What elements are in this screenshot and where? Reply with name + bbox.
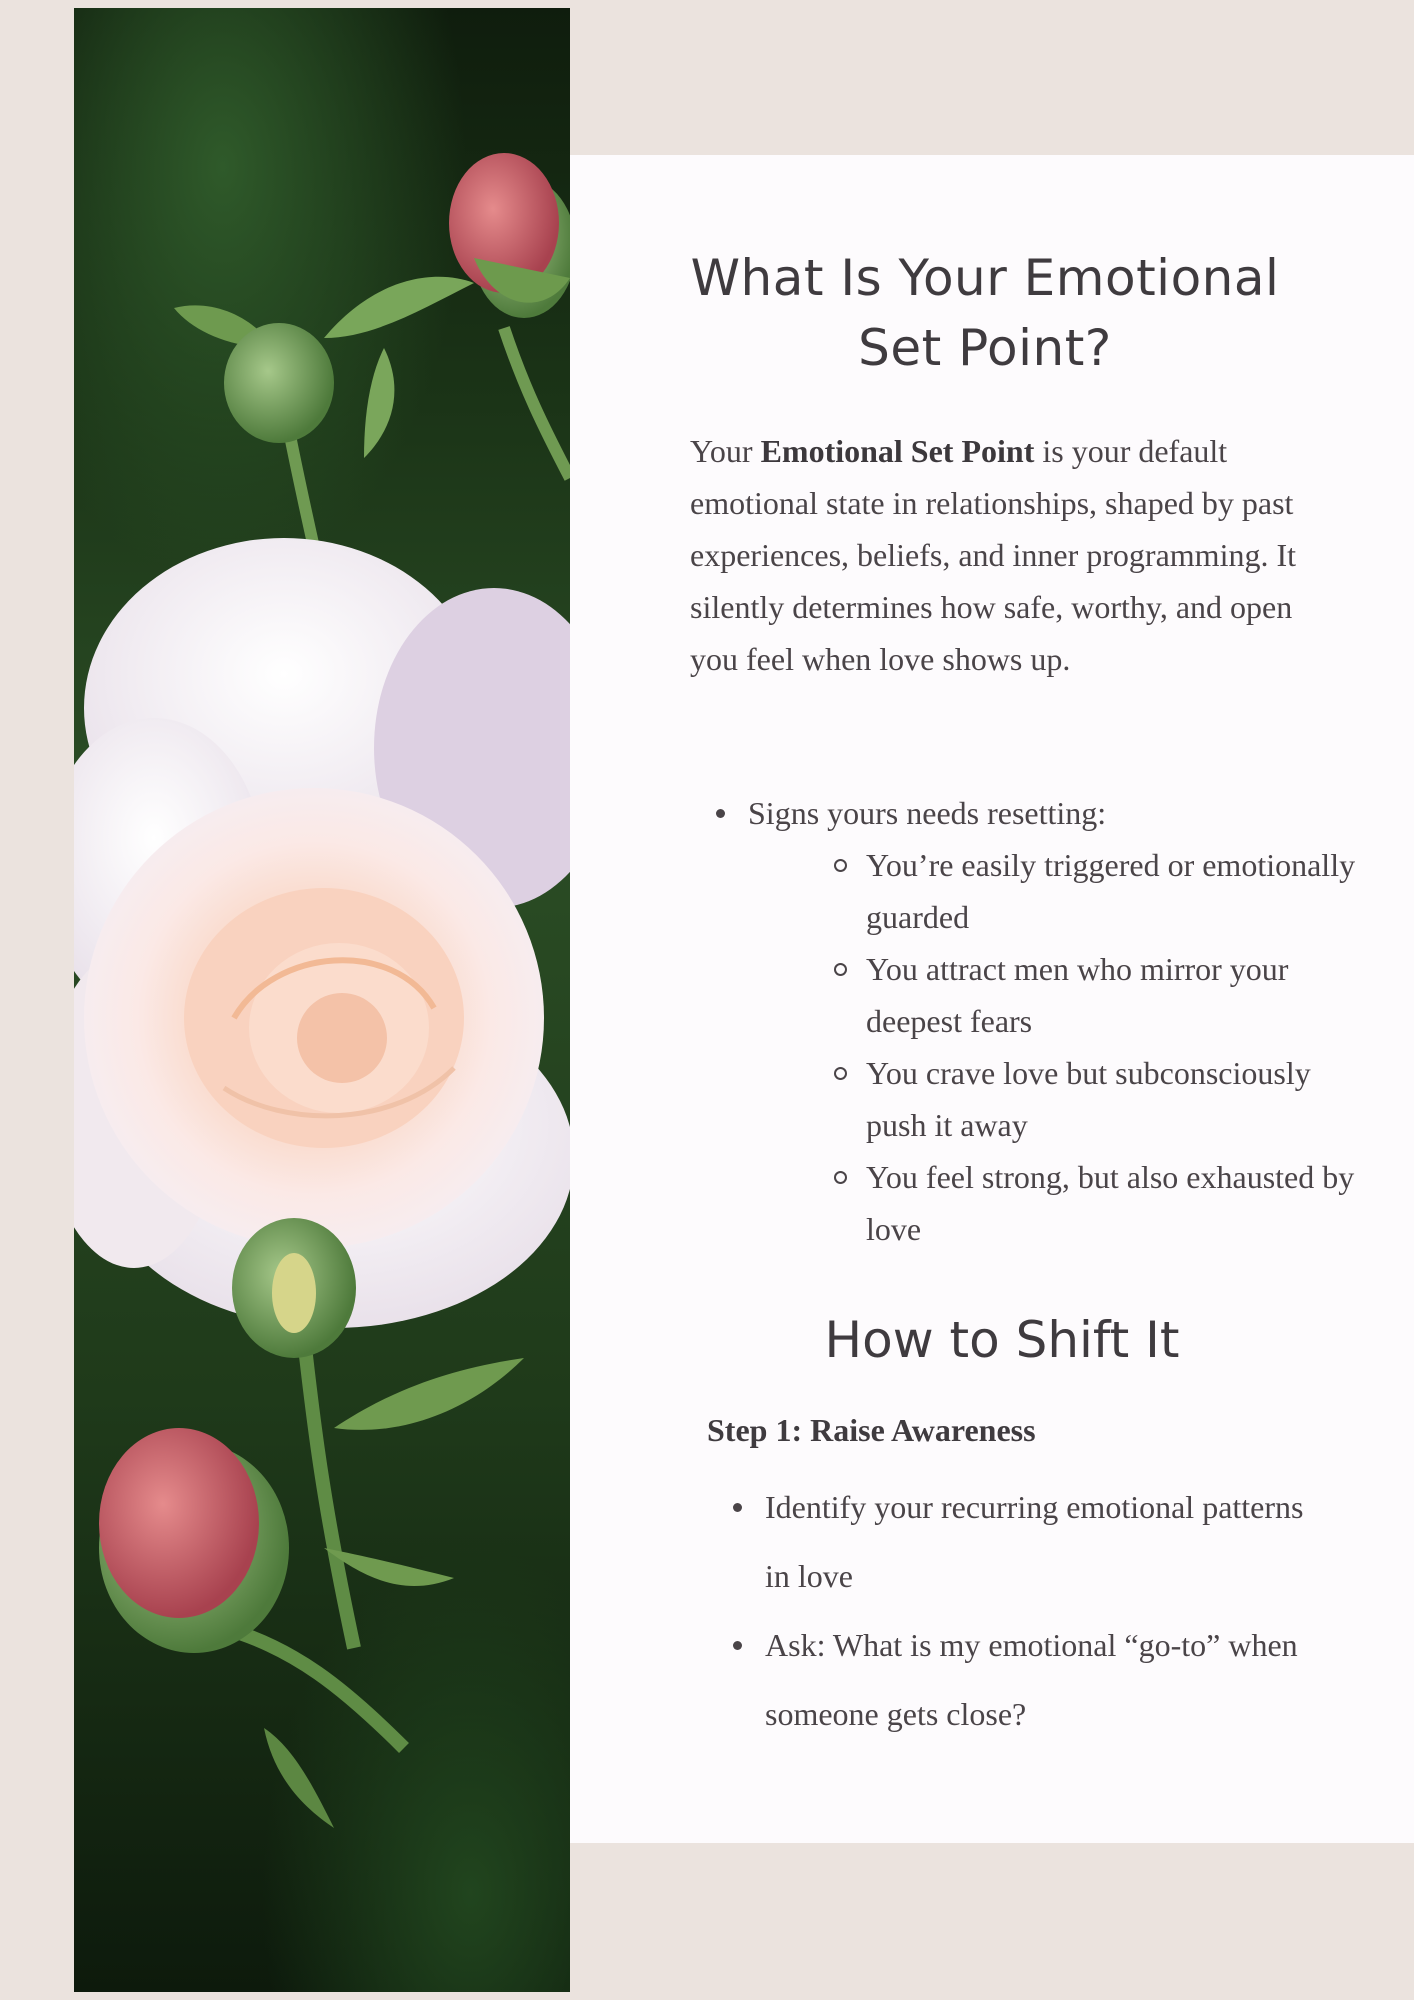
- section-title: How to Shift It: [824, 1311, 1180, 1369]
- rose-photo: [74, 8, 570, 1992]
- step-title: Step 1: Raise Awareness: [707, 1412, 1036, 1448]
- intro-rest: is your default emotional state in relationships, shaped by past experiences, beliefs, and inner programming. It silently determines how safe, worthy, and open you feel when love shows up.: [690, 433, 1296, 677]
- sign-item: You crave love but subconsciously push it away: [748, 1047, 1370, 1151]
- signs-list: [690, 787, 1370, 1255]
- step-item: Ask: What is my emotional “go-to” when someone gets close?: [707, 1611, 1307, 1749]
- intro-paragraph: [690, 425, 1310, 685]
- step-list: [707, 1473, 1307, 1749]
- sign-item: You attract men who mirror your deepest fears: [748, 943, 1370, 1047]
- sign-item: You feel strong, but also exhausted by love: [748, 1151, 1370, 1255]
- intro-bold-term: Emotional Set Point: [760, 433, 1035, 469]
- rose-illustration: [74, 8, 570, 1992]
- page-title: [550, 243, 1414, 383]
- page-title-line-2: Set Point?: [858, 319, 1112, 377]
- page-title-line-1: What Is Your Emotional: [690, 249, 1280, 307]
- step-item: Identify your recurring emotional patterns in love: [707, 1473, 1307, 1611]
- signs-label: [690, 787, 1370, 1255]
- intro-lead: Your: [690, 433, 761, 469]
- content-card: [570, 155, 1414, 1843]
- sign-item: You’re easily triggered or emotionally guarded: [748, 839, 1370, 943]
- signs-label-text: Signs yours needs resetting:: [748, 795, 1107, 831]
